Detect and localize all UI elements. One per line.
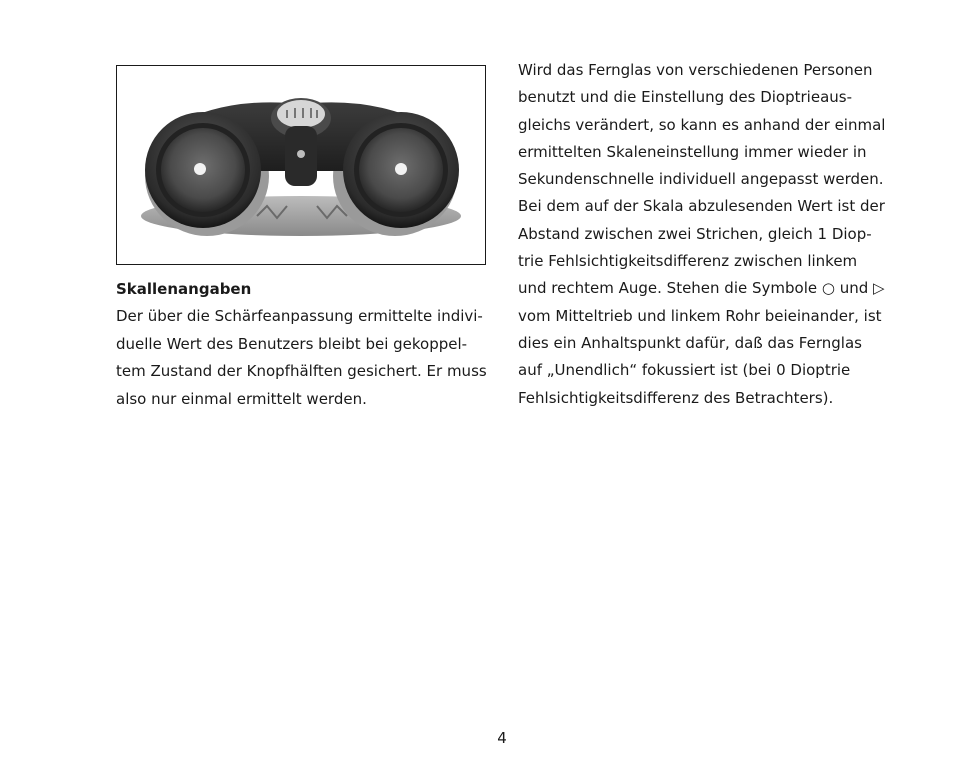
paragraph-line: Der über die Schärfeanpassung ermittelte indivi- (116, 307, 483, 326)
paragraph-line: benutzt und die Einstellung des Dioptrieaus- (518, 88, 852, 107)
section-heading: Skallenangaben (116, 280, 252, 298)
paragraph-line: Fehlsichtigkeitsdifferenz des Betrachters). (518, 388, 834, 407)
paragraph-line: tem Zustand der Knopfhälften gesichert. Er muss (116, 362, 487, 381)
binoculars-photo (116, 65, 486, 265)
paragraph-line: auf „Unendlich“ fokussiert ist (bei 0 Dioptrie (518, 361, 851, 380)
paragraph-line: trie Fehlsichtigkeitsdifferenz zwischen linkem (518, 252, 858, 271)
paragraph-line: also nur einmal ermittelt werden. (116, 389, 367, 408)
paragraph-line: Bei dem auf der Skala abzulesenden Wert ist der (518, 197, 885, 216)
paragraph-line: duelle Wert des Benutzers bleibt bei gekoppel- (116, 334, 468, 353)
paragraph-line: dies ein Anhaltspunkt dafür, daß das Fernglas (518, 333, 862, 352)
right-column (518, 57, 898, 412)
left-column (116, 276, 494, 413)
paragraph-line: und rechtem Auge. Stehen die Symbole ○ und ▷ (518, 279, 885, 298)
paragraph-line: gleichs verändert, so kann es anhand der einmal (518, 115, 886, 134)
page-number: 4 (497, 729, 507, 747)
paragraph-line: Abstand zwischen zwei Strichen, gleich 1 Diop- (518, 224, 872, 243)
paragraph-line: Wird das Fernglas von verschiedenen Personen (518, 61, 873, 79)
binoculars-icon (117, 66, 485, 264)
paragraph-line: vom Mitteltrieb und linkem Rohr beieinander, ist (518, 306, 882, 325)
paragraph-line: ermittelten Skaleneinstellung immer wieder in (518, 142, 867, 161)
paragraph-line: Sekundenschnelle individuell angepasst werden. (518, 170, 884, 189)
